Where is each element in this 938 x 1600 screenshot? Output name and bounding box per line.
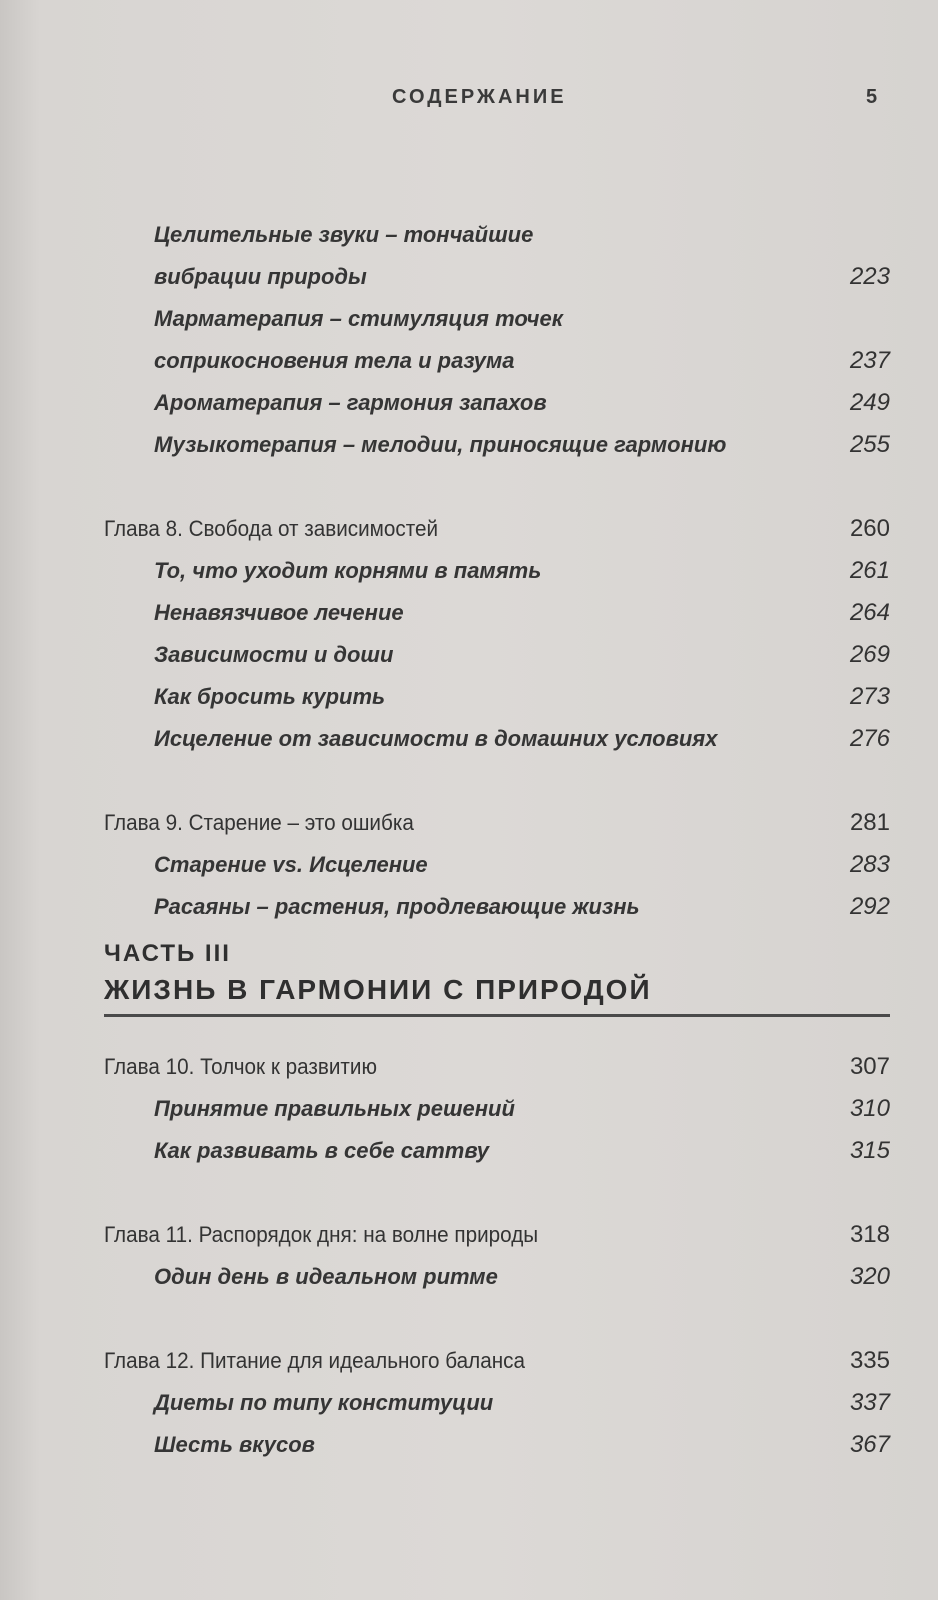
chapter-page: 318 bbox=[849, 1221, 890, 1248]
toc-entry bbox=[104, 214, 890, 256]
chapter-title: Глава 12. Питание для идеального баланса bbox=[104, 1348, 525, 1373]
toc-entry-title: Шесть вкусов bbox=[154, 1432, 315, 1457]
toc-entry-page: 249 bbox=[849, 389, 890, 416]
toc-entry bbox=[104, 886, 890, 928]
toc-entry-page: 310 bbox=[849, 1095, 890, 1122]
toc-entry-page: 367 bbox=[849, 1431, 890, 1458]
table-of-contents bbox=[104, 214, 890, 1466]
toc-chapter bbox=[104, 508, 890, 550]
spacer bbox=[104, 466, 890, 508]
toc-entry-page: 237 bbox=[849, 347, 890, 374]
toc-entry-page: 255 bbox=[849, 431, 890, 458]
page-header bbox=[0, 86, 938, 116]
toc-entry bbox=[104, 1382, 890, 1424]
toc-entry-page: 283 bbox=[849, 851, 890, 878]
spacer bbox=[104, 1032, 890, 1046]
toc-entry-page: 264 bbox=[849, 599, 890, 626]
running-head-title: СОДЕРЖАНИЕ bbox=[392, 86, 567, 108]
spacer bbox=[104, 760, 890, 802]
toc-entry-title: Старение vs. Исцеление bbox=[154, 852, 428, 877]
chapter-page: 260 bbox=[849, 515, 890, 542]
toc-entry-title: Целительные звуки – тончайшие bbox=[154, 222, 534, 247]
toc-entry bbox=[104, 298, 890, 340]
toc-entry-title: соприкосновения тела и разума bbox=[154, 348, 515, 373]
toc-entry-title: Расаяны – растения, продлевающие жизнь bbox=[154, 894, 640, 919]
toc-entry-page: 273 bbox=[849, 683, 890, 710]
chapter-page: 335 bbox=[849, 1347, 890, 1374]
part-divider bbox=[104, 1014, 890, 1017]
toc-entry bbox=[104, 844, 890, 886]
toc-entry bbox=[104, 1424, 890, 1466]
toc-entry-title: Зависимости и доши bbox=[154, 642, 394, 667]
toc-entry-title: Принятие правильных решений bbox=[154, 1096, 515, 1121]
toc-chapter bbox=[104, 802, 890, 844]
toc-entry-title: вибрации природы bbox=[154, 264, 367, 289]
toc-entry-page: 292 bbox=[849, 893, 890, 920]
toc-entry-title: Ненавязчивое лечение bbox=[154, 600, 404, 625]
toc-entry bbox=[104, 550, 890, 592]
toc-entry bbox=[104, 382, 890, 424]
toc-entry-title: Как бросить курить bbox=[154, 684, 386, 709]
toc-entry-page: 315 bbox=[849, 1137, 890, 1164]
part-heading bbox=[104, 928, 890, 1032]
spacer bbox=[104, 1172, 890, 1214]
toc-entry bbox=[104, 340, 890, 382]
toc-entry-title: Диеты по типу конституции bbox=[154, 1390, 494, 1415]
chapter-title: Глава 11. Распорядок дня: на волне природы bbox=[104, 1222, 539, 1247]
spacer bbox=[104, 1298, 890, 1340]
toc-entry-page: 276 bbox=[849, 725, 890, 752]
chapter-title: Глава 9. Старение – это ошибка bbox=[104, 810, 414, 835]
chapter-title: Глава 8. Свобода от зависимостей bbox=[104, 516, 439, 541]
toc-entry bbox=[104, 718, 890, 760]
toc-entry-title: Ароматерапия – гармония запахов bbox=[154, 390, 547, 415]
part-label: ЧАСТЬ III bbox=[104, 940, 231, 967]
chapter-title: Глава 10. Толчок к развитию bbox=[104, 1054, 377, 1079]
toc-entry-title: Исцеление от зависимости в домашних условиях bbox=[154, 726, 718, 751]
toc-entry-page: 320 bbox=[849, 1263, 890, 1290]
toc-entry-title: Марматерапия – стимуляция точек bbox=[154, 306, 563, 331]
toc-entry-page: 337 bbox=[849, 1389, 890, 1416]
chapter-page: 307 bbox=[849, 1053, 890, 1080]
toc-entry-page: 269 bbox=[849, 641, 890, 668]
toc-entry-title: Один день в идеальном ритме bbox=[154, 1264, 498, 1289]
toc-entry bbox=[104, 1256, 890, 1298]
toc-chapter bbox=[104, 1046, 890, 1088]
page-number: 5 bbox=[866, 86, 878, 108]
part-title: ЖИЗНЬ В ГАРМОНИИ С ПРИРОДОЙ bbox=[104, 974, 652, 1005]
toc-chapter bbox=[104, 1214, 890, 1256]
toc-entry-title: То, что уходит корнями в память bbox=[154, 558, 542, 583]
toc-entry-title: Музыкотерапия – мелодии, приносящие гармонию bbox=[154, 432, 727, 457]
toc-entry-page: 223 bbox=[849, 263, 890, 290]
toc-entry bbox=[104, 424, 890, 466]
toc-entry bbox=[104, 634, 890, 676]
chapter-page: 281 bbox=[849, 809, 890, 836]
toc-entry bbox=[104, 592, 890, 634]
toc-entry bbox=[104, 1130, 890, 1172]
toc-entry-title: Как развивать в себе саттву bbox=[154, 1138, 490, 1163]
toc-entry bbox=[104, 1088, 890, 1130]
toc-entry bbox=[104, 256, 890, 298]
toc-entry bbox=[104, 676, 890, 718]
toc-chapter bbox=[104, 1340, 890, 1382]
toc-entry-page: 261 bbox=[849, 557, 890, 584]
